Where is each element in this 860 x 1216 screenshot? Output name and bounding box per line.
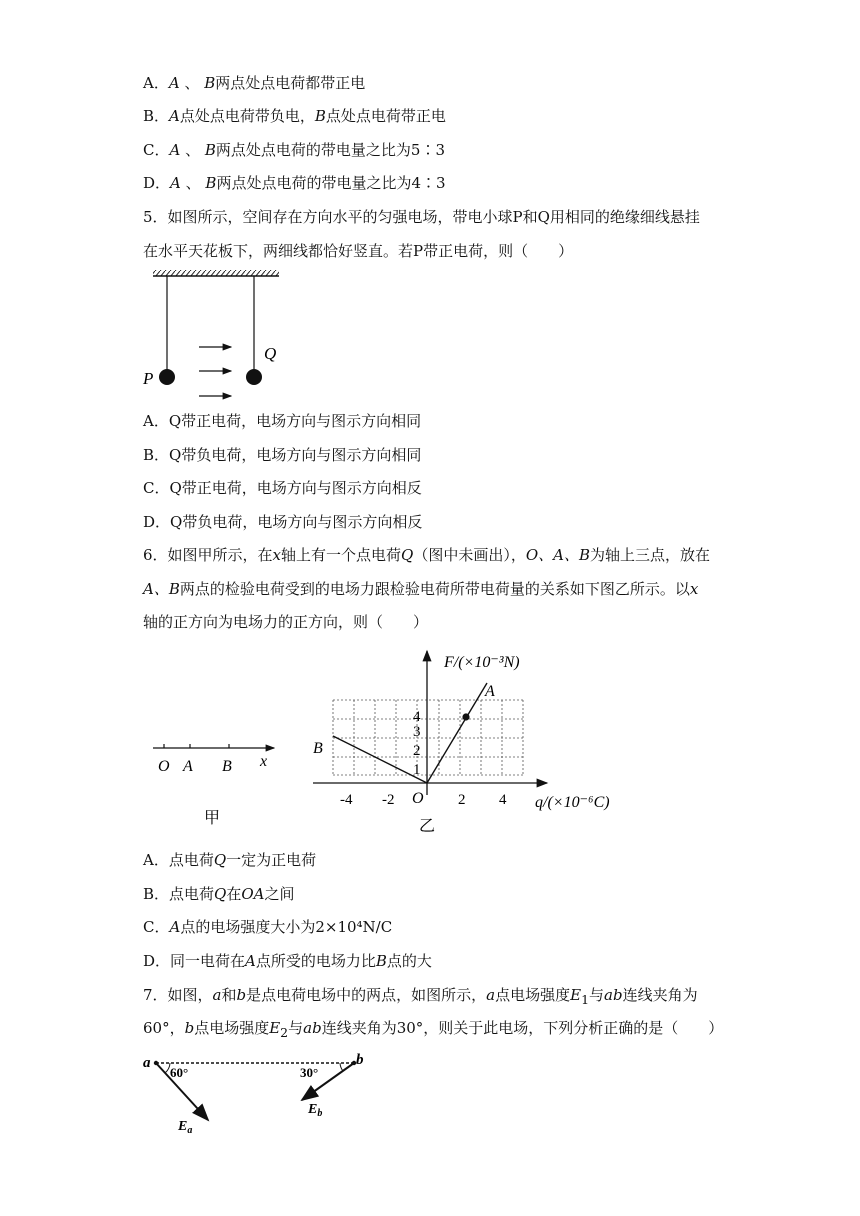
x-axis-label: q/(×10⁻⁶C) [535,794,610,811]
q7-stem-line1: 7．如图，a和b是点电荷电场中的两点，如图所示，a点电场强度$E_1$与ab连线夹角为 [143,986,698,1007]
q6-stem-line2: A、B两点的检验电荷受到的电场力跟检验电荷所带电荷量的关系如下图乙所示。以x [143,580,699,598]
q5-stem-line1: 5．如图所示，空间存在方向水平的匀强电场，带电小球P和Q用相同的绝缘细线悬挂 [143,208,700,226]
caption-jia: 甲 [204,810,221,827]
angle-30: 30° [300,1065,319,1080]
x-tick-4: 4 [499,792,507,808]
label-line-b: B [313,740,323,757]
q6-figure-yi [305,645,625,840]
q6-option-b: B．点电荷Q在OA之间 [143,885,295,903]
y-tick-1: 1 [413,762,421,778]
point-a [462,713,469,720]
label-ea: $E_a$ [178,1119,193,1136]
q5-option-a: A．Q带正电荷，电场方向与图示方向相同 [143,412,422,430]
ceiling [153,270,279,276]
q6-stem-line3: 轴的正方向为电场力的正方向，则（ ） [143,613,429,631]
x-tick-2: 2 [458,792,466,808]
y-tick-4: 4 [413,709,421,725]
q6-figure-jia [150,735,280,835]
y-tick-2: 2 [413,743,421,759]
q4-option-b: B．A点处点电荷带负电，B点处点电荷带正电 [143,107,446,125]
q6-option-a: A．点电荷Q一定为正电荷 [143,851,317,869]
label-eb: $E_b$ [308,1102,323,1119]
q5-figure [140,265,300,405]
q4-option-c: C．A 、 B两点处点电荷的带电量之比为5∶3 [143,141,445,159]
label-q: Q [264,344,277,363]
caption-yi: 乙 [419,818,436,835]
label-o: O [158,758,170,775]
label-x: x [260,753,268,770]
label-a: a [143,1055,151,1071]
y-tick-3: 3 [413,724,421,740]
line-a [427,683,487,783]
q7-figure [140,1050,380,1135]
ball-p [159,369,175,385]
q5-option-c: C．Q带正电荷，电场方向与图示方向相反 [143,479,422,497]
grid [333,700,523,775]
q6-option-d: D．同一电荷在A点所受的电场力比B点的大 [143,952,432,970]
q5-stem-line2: 在水平天花板下，两细线都恰好竖直。若P带正电荷，则（ ） [143,242,574,260]
label-p: P [143,369,154,388]
q4-option-d: D．A 、 B两点处点电荷的带电量之比为4∶3 [143,174,446,192]
x-tick-o: O [412,790,424,807]
q7-stem-line2: 60°，b点电场强度$E_2$与ab连线夹角为30°，则关于此电场，下列分析正确的是（ ） [143,1019,724,1040]
q4-option-a: A．A 、 B两点处点电荷都带正电 [143,74,366,92]
y-axis-label: F/(×10⁻³N) [444,654,520,671]
q5-option-b: B．Q带负电荷，电场方向与图示方向相同 [143,446,422,464]
q6-option-c: C．A点的电场强度大小为2×10⁴N/C [143,918,393,936]
angle-arc-b [340,1063,343,1071]
ball-q [246,369,262,385]
label-b: B [222,758,232,775]
x-tick--4: -4 [340,792,353,808]
label-a: A [183,758,193,775]
x-tick--2: -2 [382,792,395,808]
angle-60: 60° [170,1065,189,1080]
q5-option-d: D．Q带负电荷，电场方向与图示方向相反 [143,513,423,531]
label-b: b [356,1052,364,1068]
label-line-a: A [485,683,495,700]
q6-stem-line1: 6．如图甲所示，在x轴上有一个点电荷Q（图中未画出），O、A、B为轴上三点，放在 [143,546,711,564]
